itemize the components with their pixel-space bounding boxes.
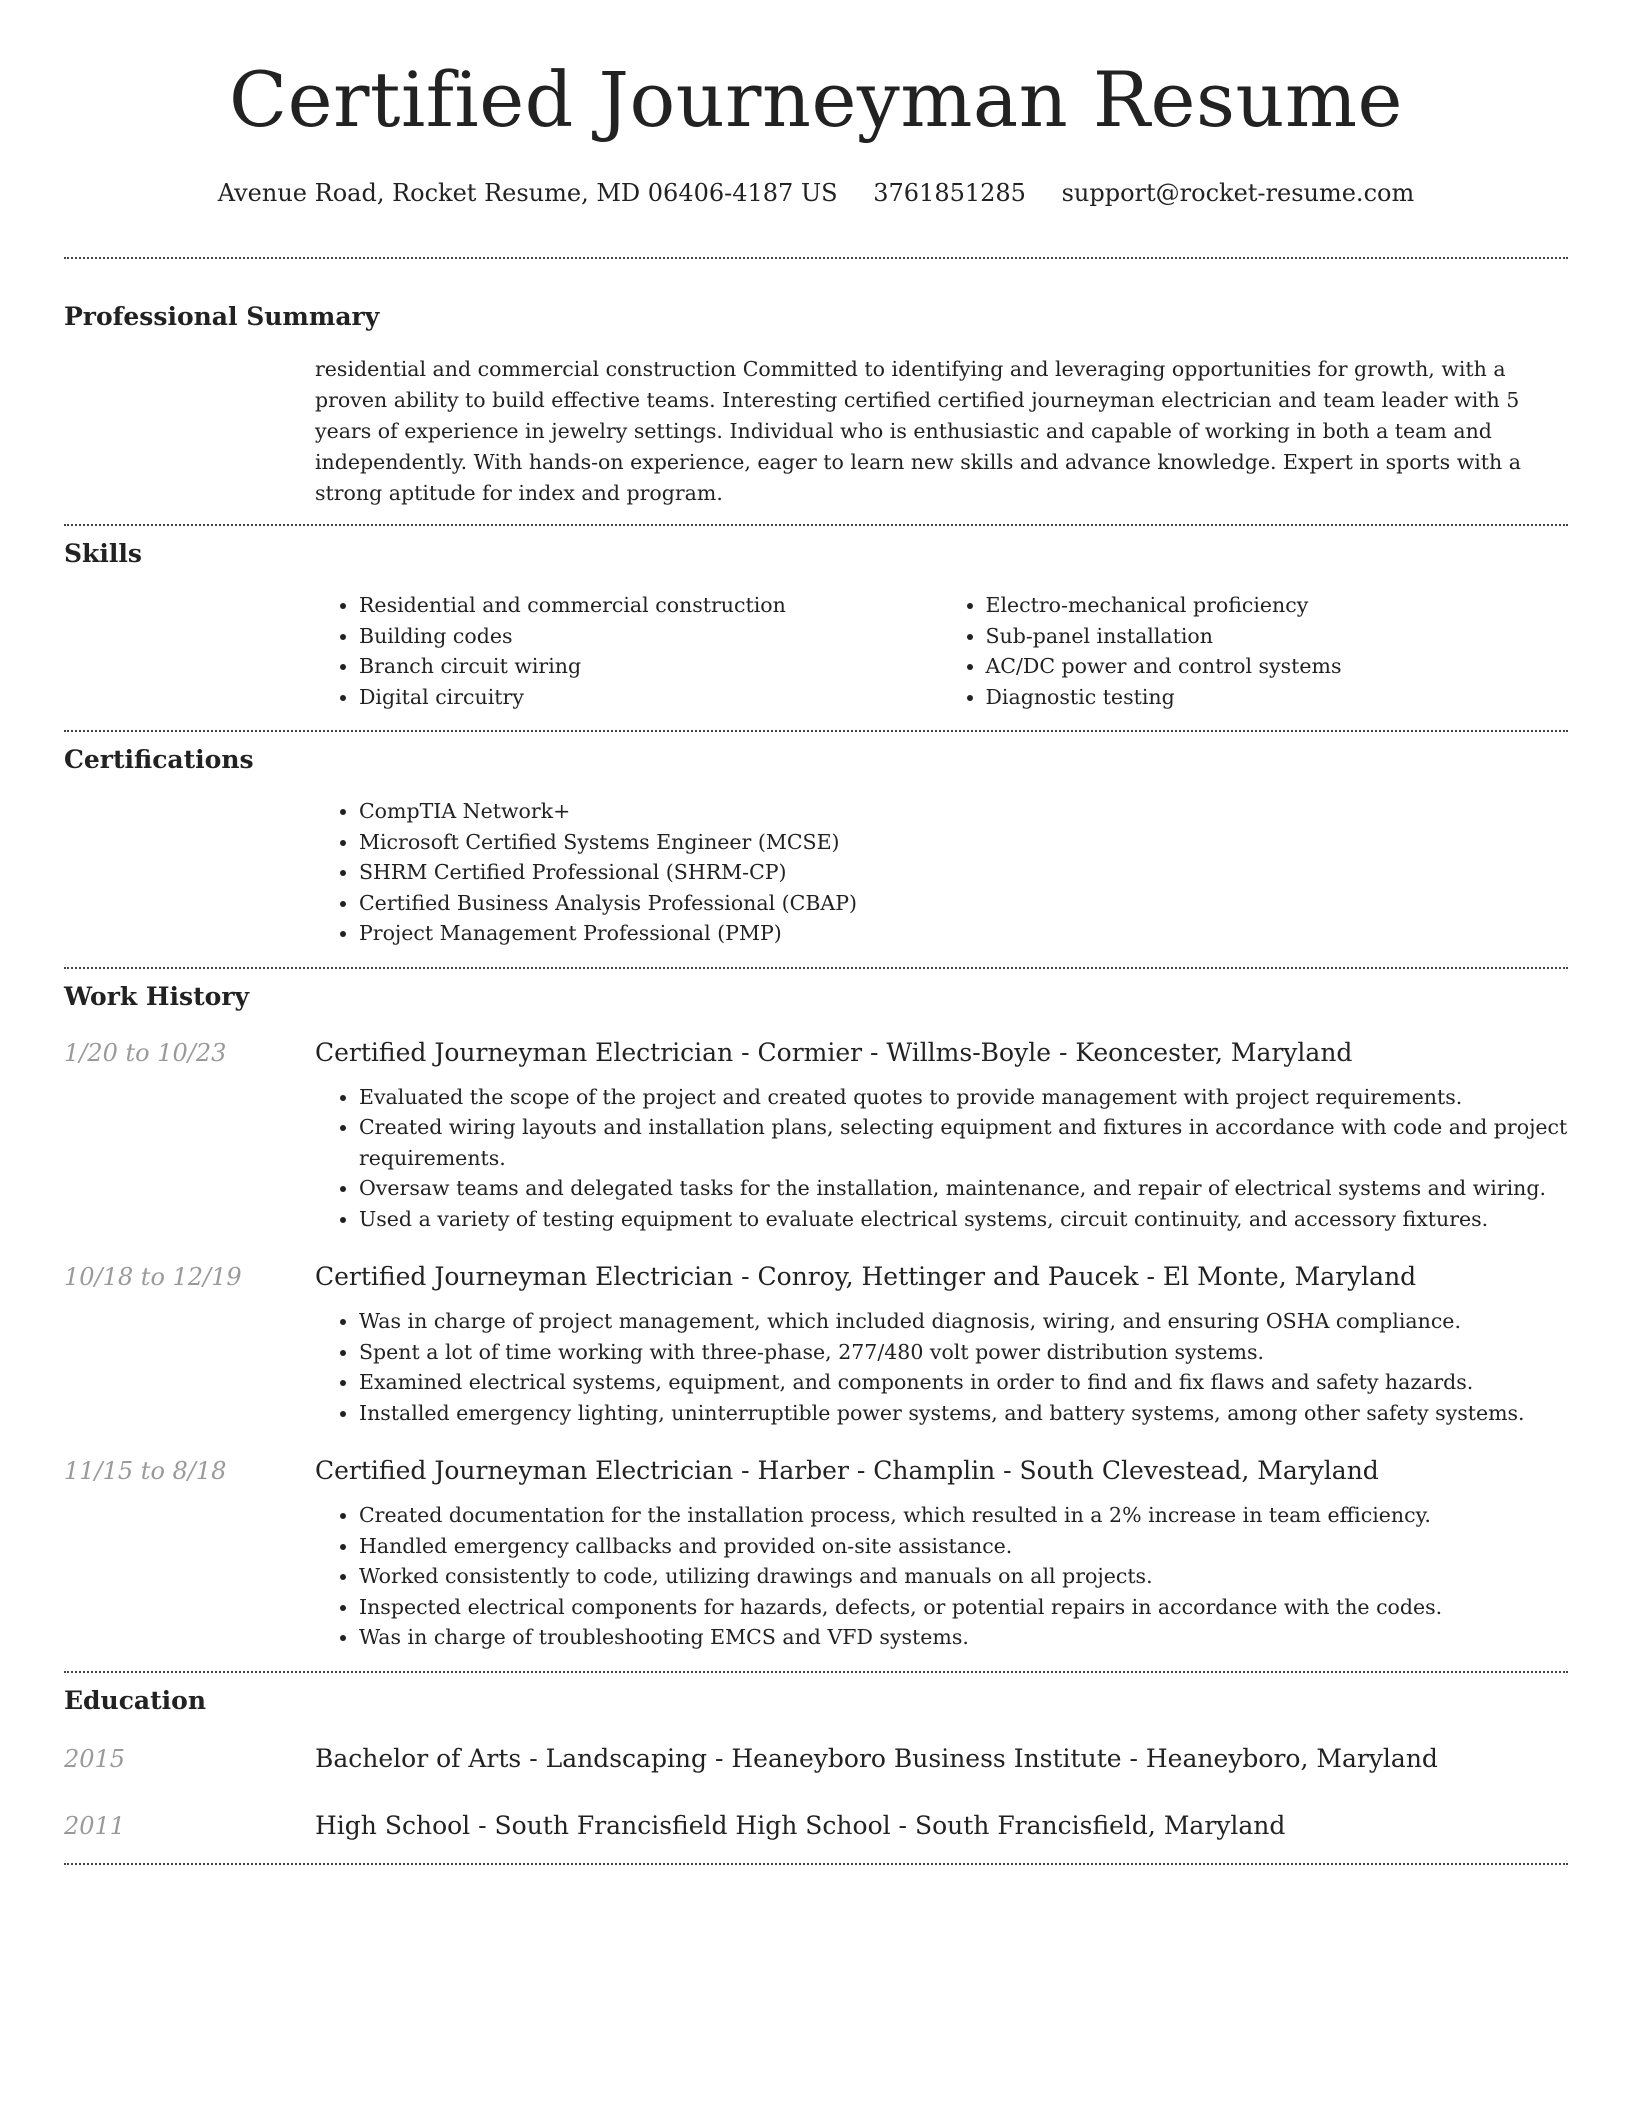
list-item: • CompTIA Network+ [359, 796, 1568, 827]
list-item: • Electro-mechanical proficiency [986, 590, 1569, 621]
job-title: Certified Journeyman Electrician - Harber - Champlin - South Clevestead, Maryland [315, 1456, 1379, 1485]
list-item: • Used a variety of testing equipment to evaluate electrical systems, circuit continuity, and accessory fixtures. [359, 1204, 1568, 1235]
summary-section [64, 259, 1568, 509]
job-title: Certified Journeyman Electrician - Cormier - Willms-Boyle - Keoncester, Maryland [315, 1037, 1353, 1067]
job-dates: 1/20 to 10/23 [64, 1038, 227, 1067]
work-section [64, 969, 1568, 1653]
certifications-body [315, 796, 1568, 949]
education-section [64, 1673, 1568, 1843]
contact-email: support@rocket-resume.com [1061, 179, 1415, 207]
job-title: Certified Journeyman Electrician - Conroy, Hettinger and Paucek - El Monte, Maryland [315, 1262, 1417, 1291]
contact-phone: 3761851285 [873, 179, 1026, 207]
list-item: • Certified Business Analysis Professional (CBAP) [359, 888, 1568, 919]
job-dates: 10/18 to 12/19 [64, 1263, 242, 1291]
job-body [315, 1082, 1568, 1235]
skills-section [64, 526, 1568, 712]
section-title-certifications: Certifications [64, 745, 254, 774]
list-item: • Residential and commercial construction [359, 590, 942, 621]
education-detail: High School - South Francisfield High School - South Francisfield, Maryland [315, 1810, 1286, 1840]
list-item: • Diagnostic testing [986, 682, 1569, 713]
list-item: • Branch circuit wiring [359, 651, 942, 682]
job-bullets [315, 1306, 1568, 1428]
list-item: • AC/DC power and control systems [986, 651, 1569, 682]
job-header [64, 1454, 1568, 1488]
job-entry [64, 1454, 1568, 1653]
divider [64, 1863, 1568, 1865]
list-item: • Was in charge of troubleshooting EMCS and VFD systems. [359, 1622, 1568, 1653]
list-item: • Examined electrical systems, equipment, and components in order to find and fix flaws and safety hazards. [359, 1367, 1568, 1398]
summary-text: residential and commercial construction Committed to identifying and leveraging opportunities for growth, with a proven ability to build effective teams. Interesting certified certified journeyman electrician and team leader with 5 years of experience in jewelry settings. Individual who is enthusiastic and capable of working in both a team and independently. With hands-on experience, eager to learn new skills and advance knowledge. Expert in sports with a strong aptitude for index and program. [315, 357, 1521, 505]
contact-address: Avenue Road, Rocket Resume, MD 06406-4187 US [217, 179, 838, 207]
list-item: • Worked consistently to code, utilizing drawings and manuals on all projects. [359, 1561, 1568, 1592]
job-body [315, 1306, 1568, 1428]
job-dates: 11/15 to 8/18 [64, 1457, 227, 1485]
certifications-section [64, 732, 1568, 949]
skills-grid [315, 590, 1568, 712]
contact-line [64, 176, 1568, 210]
list-item: • Project Management Professional (PMP) [359, 918, 1568, 949]
resume-page [64, 0, 1568, 1865]
certifications-list [315, 796, 1568, 949]
education-entry [64, 1742, 1568, 1776]
list-item: • Building codes [359, 621, 942, 652]
job-entry [64, 1036, 1568, 1235]
skills-list-right [942, 590, 1569, 712]
education-year: 2011 [64, 1811, 126, 1840]
list-item: • Digital circuitry [359, 682, 942, 713]
job-header [64, 1036, 1568, 1070]
list-item: • Evaluated the scope of the project and created quotes to provide management with project requirements. [359, 1082, 1568, 1113]
section-title-education: Education [64, 1685, 207, 1715]
list-item: • Created documentation for the installation process, which resulted in a 2% increase in team efficiency. [359, 1500, 1568, 1531]
list-item: • Oversaw teams and delegated tasks for the installation, maintenance, and repair of electrical systems and wiring. [359, 1173, 1568, 1204]
job-entry [64, 1260, 1568, 1428]
list-item: • Handled emergency callbacks and provided on-site assistance. [359, 1531, 1568, 1562]
resume-header [64, 0, 1568, 210]
education-detail: Bachelor of Arts - Landscaping - Heaneyboro Business Institute - Heaneyboro, Maryland [315, 1743, 1438, 1773]
list-item: • Spent a lot of time working with three-phase, 277/480 volt power distribution systems. [359, 1337, 1568, 1368]
list-item: • Microsoft Certified Systems Engineer (MCSE) [359, 827, 1568, 858]
section-title-summary: Professional Summary [64, 302, 380, 331]
job-body [315, 1500, 1568, 1653]
list-item: • Created wiring layouts and installation plans, selecting equipment and fixtures in accordance with code and project requirements. [359, 1112, 1568, 1173]
education-year: 2015 [64, 1744, 126, 1773]
list-item: • Sub-panel installation [986, 621, 1569, 652]
resume-name: Certified Journeyman Resume [228, 55, 1404, 144]
skills-list-left [315, 590, 942, 712]
section-title-skills: Skills [64, 539, 142, 568]
job-header [64, 1260, 1568, 1294]
job-bullets [315, 1500, 1568, 1653]
job-bullets [315, 1082, 1568, 1235]
list-item: • SHRM Certified Professional (SHRM-CP) [359, 857, 1568, 888]
list-item: • Installed emergency lighting, uninterruptible power systems, and battery systems, among other safety systems. [359, 1398, 1568, 1429]
section-title-work: Work History [64, 981, 250, 1011]
education-entry [64, 1809, 1568, 1843]
list-item: • Was in charge of project management, which included diagnosis, wiring, and ensuring OSHA compliance. [359, 1306, 1568, 1337]
list-item: • Inspected electrical components for hazards, defects, or potential repairs in accordance with the codes. [359, 1592, 1568, 1623]
